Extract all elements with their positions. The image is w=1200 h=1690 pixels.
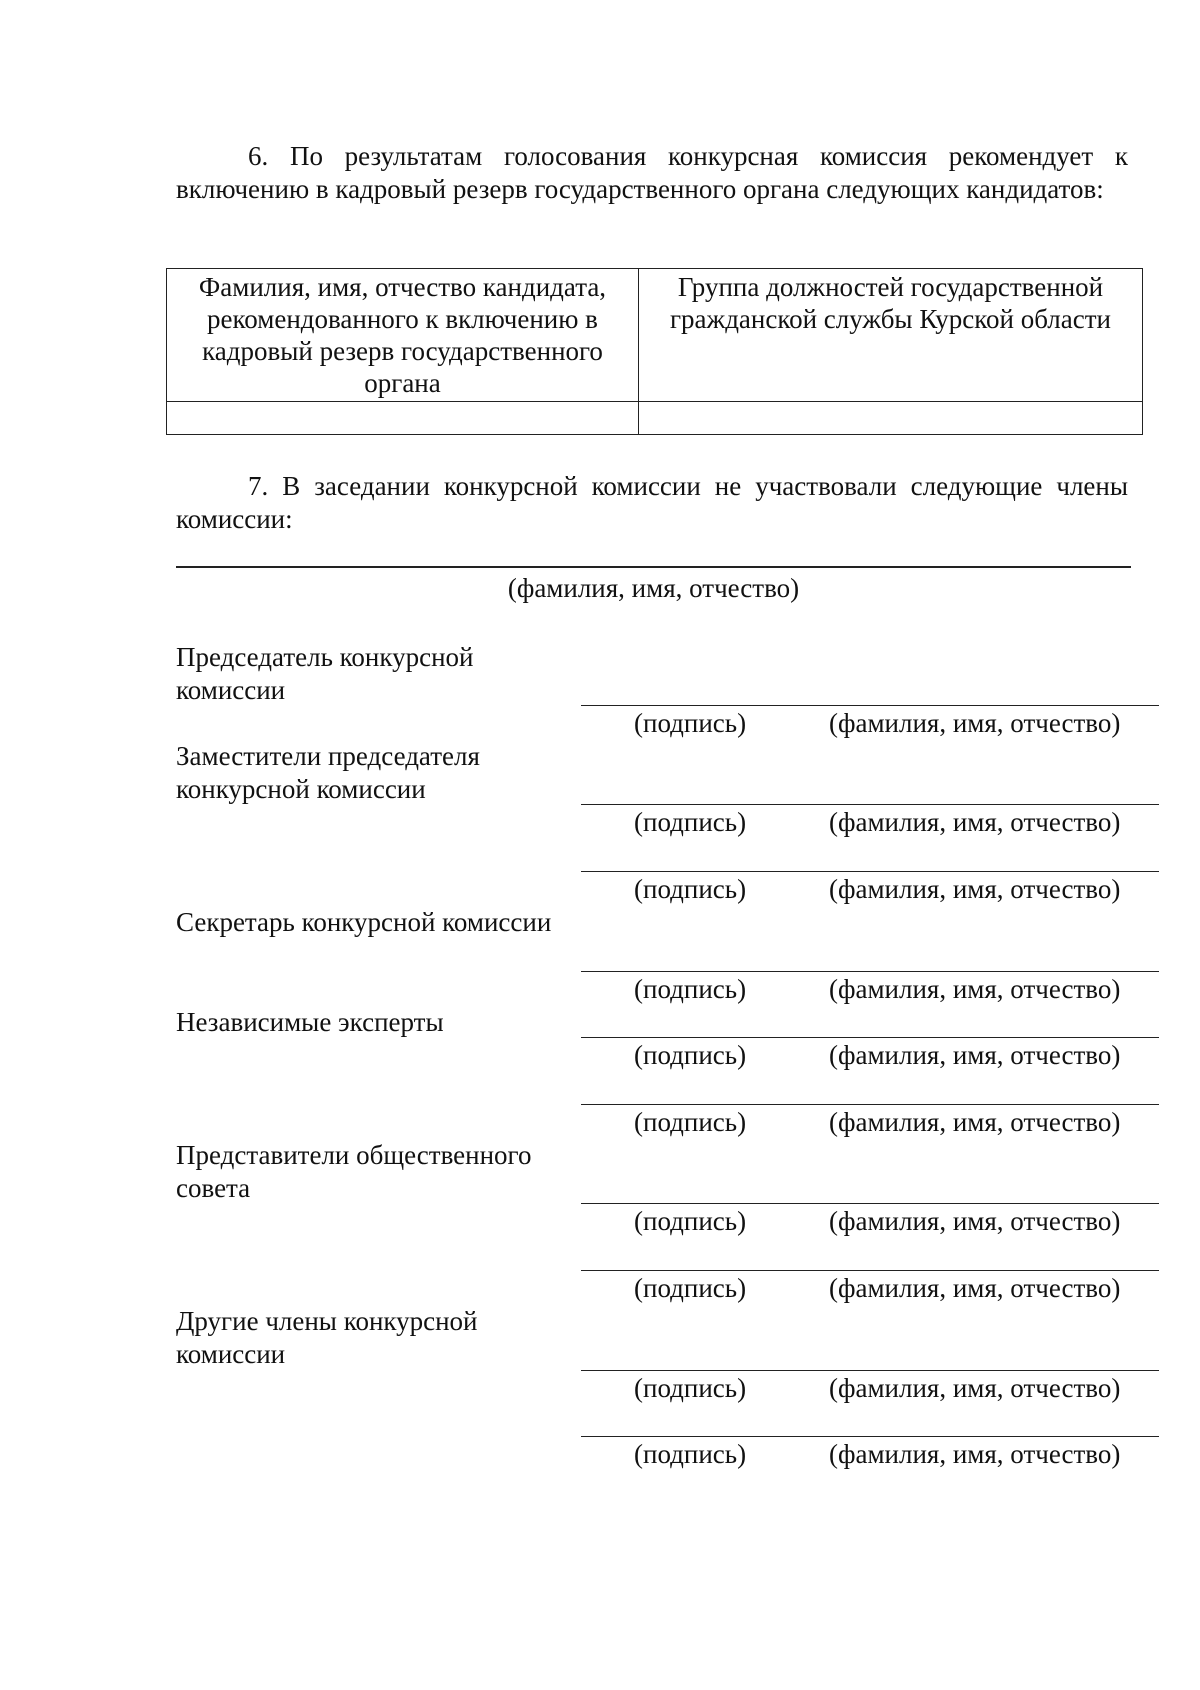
sign-caption: (подпись) [634, 1206, 747, 1236]
signature-line[interactable] [581, 705, 1159, 706]
fio-caption: (фамилия, имя, отчество) [829, 1439, 1121, 1469]
sign-caption: (подпись) [634, 1107, 747, 1137]
signature-line[interactable] [581, 1436, 1159, 1437]
section-7-text: 7. В заседании конкурсной комиссии не участвовали следующие члены комиссии: [176, 471, 1128, 534]
candidates-table [166, 268, 1143, 435]
sign-caption: (подпись) [634, 1040, 747, 1070]
fio-caption: (фамилия, имя, отчество) [829, 1040, 1121, 1070]
fio-caption: (фамилия, имя, отчество) [829, 1206, 1121, 1236]
sign-caption: (подпись) [634, 1273, 747, 1303]
fio-caption: (фамилия, имя, отчество) [829, 974, 1121, 1004]
role-public-council: Представители общественного совета [176, 1140, 532, 1203]
sign-caption: (подпись) [634, 708, 747, 738]
sign-caption: (подпись) [634, 1439, 747, 1469]
sign-caption: (подпись) [634, 974, 747, 1004]
absent-members-line[interactable] [176, 566, 1131, 568]
signature-line[interactable] [581, 971, 1159, 972]
signature-line[interactable] [581, 1037, 1159, 1038]
header-candidate-name: Фамилия, имя, отчество кандидата, рекомендованного к включению в кадровый резерв государственного органа [167, 269, 639, 402]
fio-caption: (фамилия, имя, отчество) [829, 708, 1121, 738]
role-secretary: Секретарь конкурсной комиссии [176, 907, 552, 937]
sign-caption: (подпись) [634, 1373, 747, 1403]
sign-caption: (подпись) [634, 807, 747, 837]
signature-line[interactable] [581, 804, 1159, 805]
cell-position-group[interactable] [639, 402, 1143, 435]
table-row [167, 402, 1143, 435]
absent-members-caption: (фамилия, имя, отчество) [507, 573, 800, 603]
fio-caption: (фамилия, имя, отчество) [829, 1107, 1121, 1137]
fio-caption: (фамилия, имя, отчество) [829, 1273, 1121, 1303]
fio-caption: (фамилия, имя, отчество) [829, 807, 1121, 837]
role-experts: Независимые эксперты [176, 1007, 444, 1037]
signature-line[interactable] [581, 871, 1159, 872]
fio-caption: (фамилия, имя, отчество) [829, 1373, 1121, 1403]
table-header-row [167, 269, 1143, 402]
section-6-text: 6. По результатам голосования конкурсная комиссия рекомендует к включению в кадровый резерв государственного органа следующих кандидатов: [176, 141, 1128, 204]
cell-candidate-name[interactable] [167, 402, 639, 435]
signature-line[interactable] [581, 1270, 1159, 1271]
fio-caption: (фамилия, имя, отчество) [829, 874, 1121, 904]
signature-line[interactable] [581, 1203, 1159, 1204]
header-position-group: Группа должностей государственной гражданской службы Курской области [639, 269, 1143, 402]
sign-caption: (подпись) [634, 874, 747, 904]
signature-line[interactable] [581, 1370, 1159, 1371]
role-other-members: Другие члены конкурсной комиссии [176, 1306, 478, 1369]
role-deputies: Заместители председателя конкурсной комиссии [176, 741, 480, 804]
signature-line[interactable] [581, 1104, 1159, 1105]
role-chairman: Председатель конкурсной комиссии [176, 642, 474, 705]
